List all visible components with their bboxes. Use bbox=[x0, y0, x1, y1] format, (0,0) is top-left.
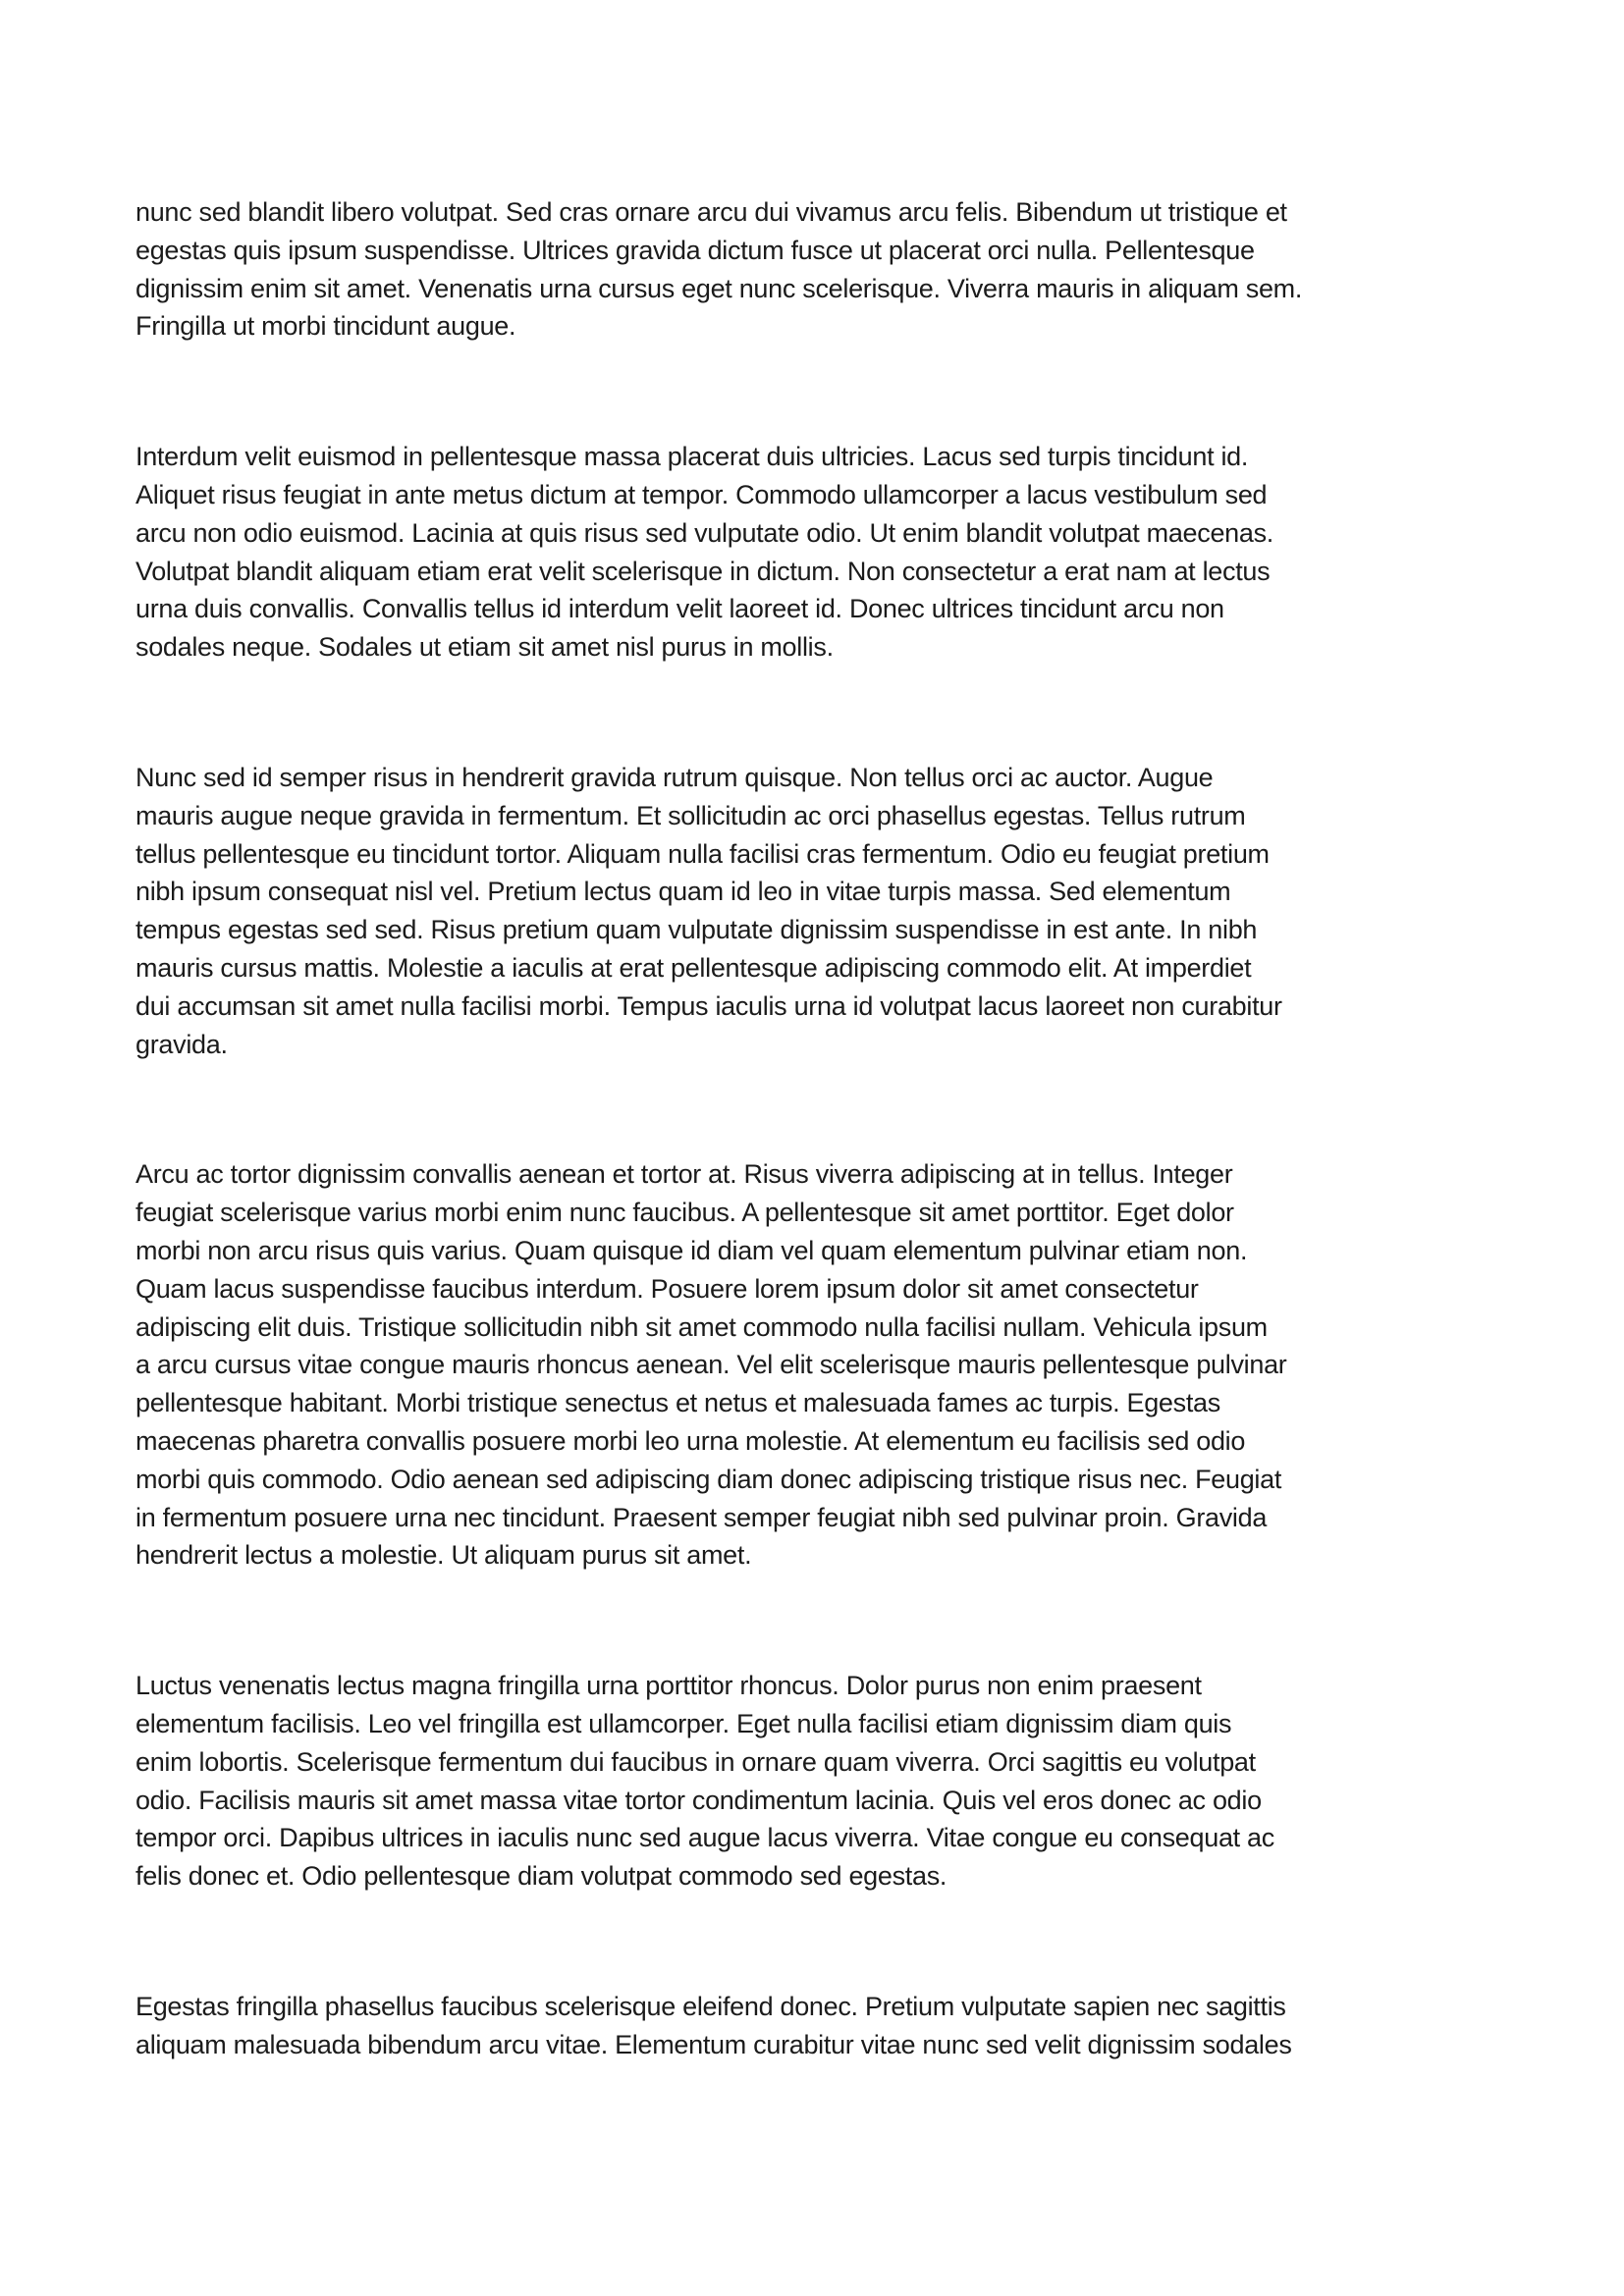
text-line: pellentesque habitant. Morbi tristique senectus et netus et malesuada fames ac turpis. Egestas bbox=[135, 1388, 1220, 1418]
paragraph bbox=[135, 1155, 1477, 1575]
text-line: Quam lacus suspendisse faucibus interdum. Posuere lorem ipsum dolor sit amet consectetur bbox=[135, 1273, 1199, 1304]
text-line: Volutpat blandit aliquam etiam erat velit scelerisque in dictum. Non consectetur a erat nam at lectus bbox=[135, 556, 1271, 586]
text-line: odio. Facilisis mauris sit amet massa vitae tortor condimentum lacinia. Quis vel eros donec ac odio bbox=[135, 1785, 1262, 1815]
text-line: felis donec et. Odio pellentesque diam volutpat commodo sed egestas. bbox=[135, 1861, 947, 1892]
document-body bbox=[135, 193, 1477, 2063]
text-line: Fringilla ut morbi tincidunt augue. bbox=[135, 311, 516, 342]
paragraph bbox=[135, 193, 1477, 346]
text-line: mauris augue neque gravida in fermentum. Et sollicitudin ac orci phasellus egestas. Tellus rutrum bbox=[135, 800, 1246, 830]
text-line: Aliquet risus feugiat in ante metus dictum at tempor. Commodo ullamcorper a lacus vestibulum sed bbox=[135, 479, 1268, 509]
text-line: aliquam malesuada bibendum arcu vitae. Elementum curabitur vitae nunc sed velit dignissim sodales bbox=[135, 2029, 1292, 2059]
text-line: maecenas pharetra convallis posuere morbi leo urna molestie. At elementum eu facilisis sed odio bbox=[135, 1425, 1246, 1456]
text-line: Luctus venenatis lectus magna fringilla urna porttitor rhoncus. Dolor purus non enim praesent bbox=[135, 1671, 1202, 1701]
text-line: nibh ipsum consequat nisl vel. Pretium lectus quam id leo in vitae turpis massa. Sed elementum bbox=[135, 877, 1231, 907]
text-line: morbi quis commodo. Odio aenean sed adipiscing diam donec adipiscing tristique risus nec. Feugiat bbox=[135, 1464, 1282, 1494]
text-line: Arcu ac tortor dignissim convallis aenean et tortor at. Risus viverra adipiscing at in tellus. Integer bbox=[135, 1159, 1233, 1190]
paragraph bbox=[135, 1988, 1477, 2064]
text-line: tempor orci. Dapibus ultrices in iaculis nunc sed augue lacus viverra. Vitae congue eu consequat ac bbox=[135, 1823, 1274, 1853]
paragraph bbox=[135, 438, 1477, 667]
text-line: adipiscing elit duis. Tristique sollicitudin nibh sit amet commodo nulla facilisi nullam. Vehicula ipsum bbox=[135, 1311, 1268, 1342]
text-line: arcu non odio euismod. Lacinia at quis risus sed vulputate odio. Ut enim blandit volutpat maecenas. bbox=[135, 517, 1273, 548]
text-line: Nunc sed id semper risus in hendrerit gravida rutrum quisque. Non tellus orci ac auctor. Augue bbox=[135, 762, 1214, 792]
text-line: tempus egestas sed sed. Risus pretium quam vulputate dignissim suspendisse in est ante. In nibh bbox=[135, 915, 1258, 945]
text-line: in fermentum posuere urna nec tincidunt. Praesent semper feugiat nibh sed pulvinar proin. Gravida bbox=[135, 1502, 1268, 1532]
text-line: dignissim enim sit amet. Venenatis urna cursus eget nunc scelerisque. Viverra mauris in aliquam sem. bbox=[135, 273, 1303, 303]
paragraph bbox=[135, 1667, 1477, 1896]
text-line: feugiat scelerisque varius morbi enim nunc faucibus. A pellentesque sit amet porttitor. Eget dolor bbox=[135, 1198, 1234, 1228]
text-line: urna duis convallis. Convallis tellus id interdum velit laoreet id. Donec ultrices tincidunt arcu non bbox=[135, 594, 1224, 624]
text-line: egestas quis ipsum suspendisse. Ultrices gravida dictum fusce ut placerat orci nulla. Pellentesque bbox=[135, 235, 1255, 265]
text-line: elementum facilisis. Leo vel fringilla est ullamcorper. Eget nulla facilisi etiam dignissim diam quis bbox=[135, 1708, 1232, 1738]
text-line: gravida. bbox=[135, 1029, 228, 1059]
text-line: Egestas fringilla phasellus faucibus scelerisque eleifend donec. Pretium vulputate sapien nec sagittis bbox=[135, 1991, 1286, 2021]
text-line: nunc sed blandit libero volutpat. Sed cras ornare arcu dui vivamus arcu felis. Bibendum ut tristique et bbox=[135, 197, 1287, 227]
text-line: sodales neque. Sodales ut etiam sit amet nisl purus in mollis. bbox=[135, 632, 834, 663]
text-line: hendrerit lectus a molestie. Ut aliquam purus sit amet. bbox=[135, 1540, 752, 1571]
paragraph bbox=[135, 759, 1477, 1063]
text-line: enim lobortis. Scelerisque fermentum dui faucibus in ornare quam viverra. Orci sagittis eu volutpat bbox=[135, 1746, 1256, 1777]
text-line: Interdum velit euismod in pellentesque massa placerat duis ultricies. Lacus sed turpis tincidunt id. bbox=[135, 442, 1249, 472]
text-line: tellus pellentesque eu tincidunt tortor. Aliquam nulla facilisi cras fermentum. Odio eu feugiat pretium bbox=[135, 838, 1270, 869]
text-line: a arcu cursus vitae congue mauris rhoncus aenean. Vel elit scelerisque mauris pellentesque pulvinar bbox=[135, 1350, 1287, 1380]
text-line: dui accumsan sit amet nulla facilisi morbi. Tempus iaculis urna id volutpat lacus laoreet non curabitur bbox=[135, 990, 1282, 1021]
text-line: mauris cursus mattis. Molestie a iaculis at erat pellentesque adipiscing commodo elit. At imperdiet bbox=[135, 952, 1252, 983]
text-line: morbi non arcu risus quis varius. Quam quisque id diam vel quam elementum pulvinar etiam non. bbox=[135, 1235, 1248, 1265]
